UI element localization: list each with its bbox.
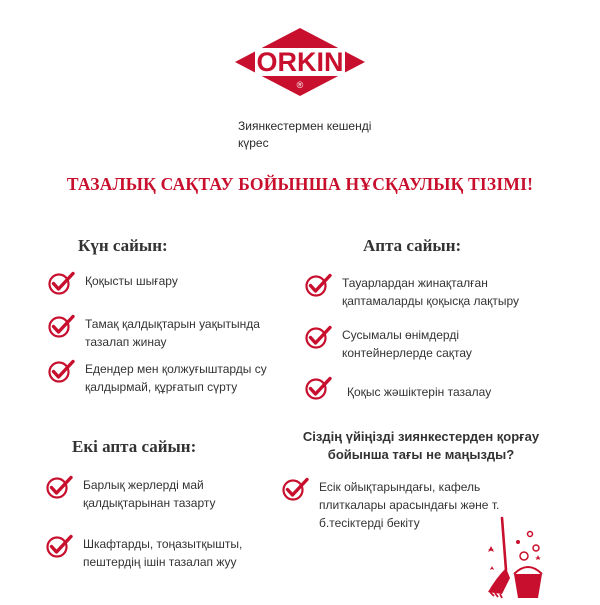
weekly-item-text: Тауарлардан жинақталған қаптамаларды қоқысқа лақтыру [342, 276, 520, 308]
weekly-item [305, 272, 555, 310]
check-icon [46, 474, 74, 500]
extra-item [282, 476, 512, 532]
daily-item-text: Тамақ қалдықтарын уақытында тазалап жинау [85, 317, 260, 349]
logo-text: ORKIN [256, 47, 344, 77]
weekly-item-text: Қоқыс жәшіктерін тазалау [347, 385, 492, 399]
daily-item-text: Едендер мен қолжуғыштарды су қалдырмай, құрғатып сүрту [85, 362, 267, 394]
weekly-title: Апта сайын: [363, 236, 462, 255]
biweekly-item [46, 474, 286, 512]
check-icon [282, 476, 310, 502]
weekly-item [305, 324, 555, 362]
page-title: ТАЗАЛЫҚ САҚТАУ БОЙЫНША НҰСҚАУЛЫҚ ТІЗІМІ! [66, 174, 534, 194]
biweekly-item-text: Шкафтарды, тоңазытқышты, пештердің ішін тазалап жуу [83, 537, 243, 569]
registered-mark: ® [296, 80, 304, 90]
cleaning-bucket-icon [480, 512, 550, 600]
daily-item [48, 270, 288, 296]
check-icon [305, 324, 333, 350]
check-icon [305, 272, 333, 298]
extra-item-text: Есік ойықтарындағы, кафель плиткалары арасындағы және т. б.тесіктерді бекіту [319, 480, 500, 530]
weekly-item-text: Сусымалы өнімдерді контейнерлерде сақтау [342, 328, 472, 360]
biweekly-item [46, 533, 286, 571]
daily-item [48, 358, 288, 396]
biweekly-title: Екі апта сайын: [72, 437, 197, 456]
daily-item-text: Қоқысты шығару [85, 274, 178, 288]
daily-title: Күн сайын: [78, 236, 168, 255]
extra-title: Сіздің үйіңізді зиянкестерден қорғау бойынша тағы не маңызды? [302, 429, 540, 462]
tagline: Зиянкестермен кешенді күрес [238, 119, 372, 150]
check-icon [48, 358, 76, 384]
check-icon [305, 375, 333, 401]
weekly-item [305, 375, 555, 401]
biweekly-item-text: Барлық жерлерді май қалдықтарынан тазарту [83, 478, 216, 510]
check-icon [48, 313, 76, 339]
orkin-logo [233, 26, 367, 98]
daily-item [48, 313, 288, 351]
check-icon [48, 270, 76, 296]
check-icon [46, 533, 74, 559]
